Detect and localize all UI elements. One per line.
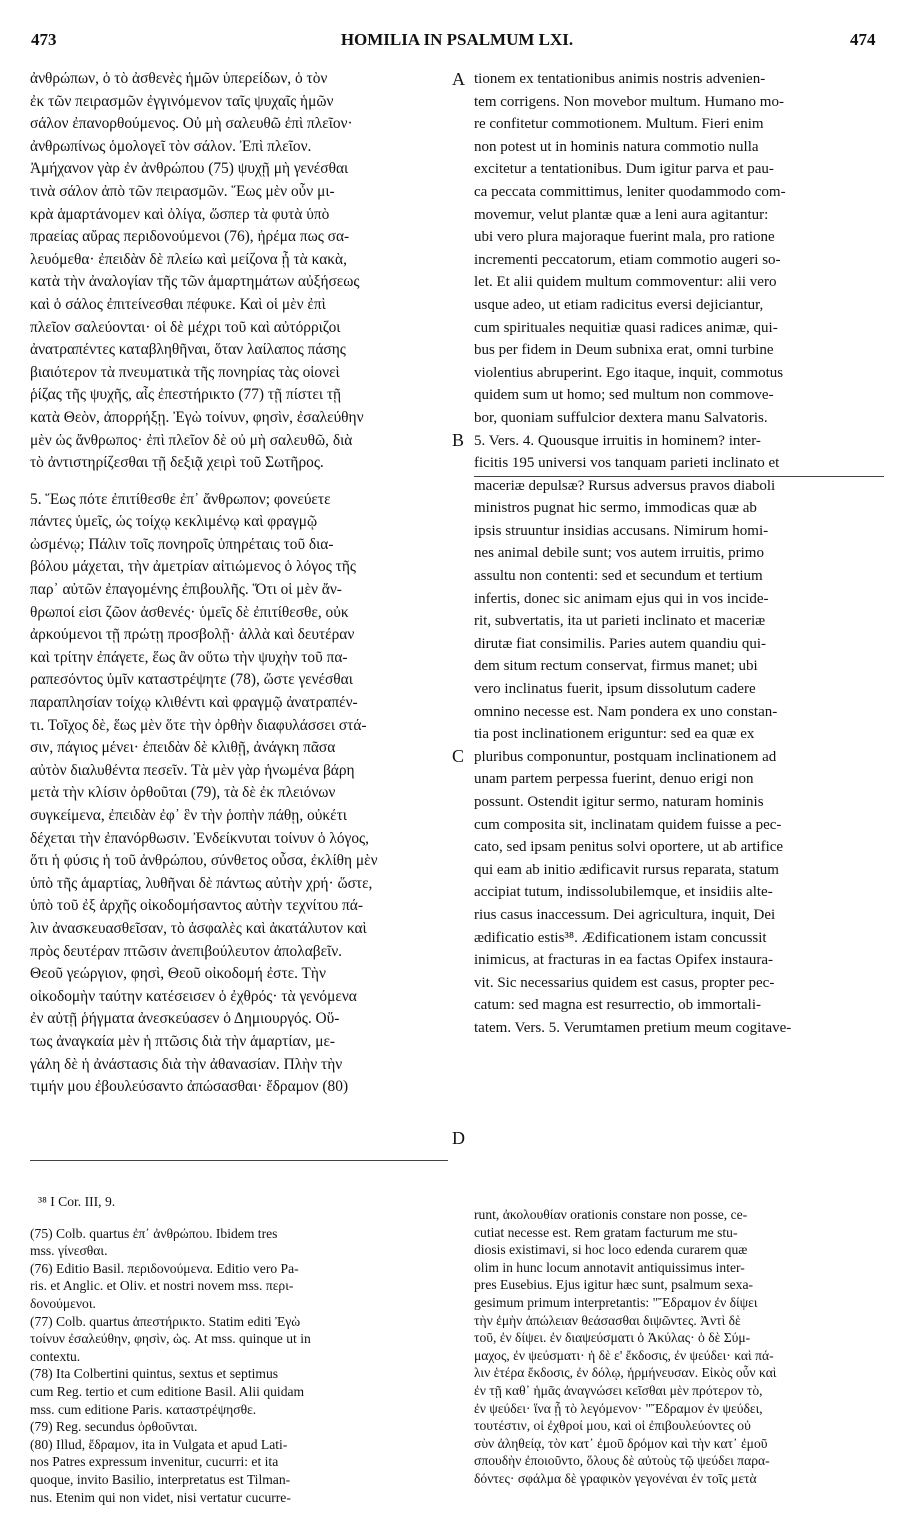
- footnote-line: (79) Reg. secundus ὀρθοῦνται.: [30, 1419, 198, 1435]
- footnote-line: (75) Colb. quartus ἐπ᾽ ἀνθρώπου. Ibidem tres: [30, 1225, 278, 1241]
- text-line: λιν ἀνασκευασθεῖσαν, τὸ ἀσφαλὲς καὶ ἀκατάλυτον καὶ: [30, 919, 367, 937]
- text-line: μὲν ὡς ἄνθρωπος· ἐπὶ πλεῖον δὲ οὐ μὴ σαλευθῶ, διὰ: [30, 431, 353, 449]
- footnote-line: δονούμενοι.: [30, 1295, 96, 1311]
- text-line: κρὰ ἁμαρτάνομεν καὶ ὀλίγα, ὥσπερ τὰ φυτὰ ὑπὸ: [30, 205, 330, 223]
- text-line: Θεοῦ γεώργιον, φησὶ, Θεοῦ οἰκοδομή ἐστε. Τὴν: [30, 965, 326, 983]
- text-line: rit, subvertatis, ita ut parieti inclinato et maceriæ: [474, 613, 766, 630]
- footnote-line: δόντες· σφάλμα δὲ γραφικὸν γεγονέναι ἐν τοῖς μετὰ: [474, 1470, 757, 1486]
- text-line: bor, quoniam suffulcior dextera manu Salvatoris.: [474, 409, 768, 426]
- text-line: τιμήν μου ἐβουλεύσαντο ἀπώσασθαι· ἔδραμον (80): [30, 1078, 349, 1096]
- text-line: ca peccata committimus, leniter quodammodo com-: [474, 183, 786, 200]
- text-line: maceriæ depulsæ? Rursus adversus pravos diaboli: [474, 477, 776, 494]
- text-line: ficitis 195 universi vos tanquam parieti inclinato et: [474, 455, 780, 472]
- footnote-line: diosis existimavi, si hoc loco edenda curarem quæ: [474, 1242, 748, 1258]
- text-line: παραπλησίαν τοίχῳ κλιθέντι καὶ φραγμῷ ἀνατραπέν-: [30, 694, 358, 712]
- footnote-line: mss. γίνεσθαι.: [30, 1243, 108, 1259]
- text-line: quidem sum ut homo; sed multum non commove-: [474, 387, 774, 404]
- text-line: accipiat tutum, indissolubilemque, et insidiis alte-: [474, 884, 773, 901]
- text-line: ἐκ τῶν πειρασμῶν ἐγγινόμενον ταῖς ψυχαῖς ἡμῶν: [30, 92, 334, 110]
- footnote-line: gesimum primum interpretantis: "Ἔδραμον ἐν δίψει: [474, 1294, 758, 1310]
- text-line: οἰκοδομὴν ταύτην κατέσεισεν ὁ ἐχθρός· τὰ γενόμενα: [30, 987, 357, 1005]
- text-line: dirutæ fiat consimilis. Paries autem quandiu qui-: [474, 635, 767, 652]
- text-line: τι. Τοῖχος δὲ, ἕως μὲν ὅτε τὴν ὀρθὴν διαφυλάσσει στά-: [30, 716, 367, 734]
- latin-text-column: [474, 68, 884, 1040]
- text-line: ραπεσόντος ὑμῖν καταστρέψητε (78), ὥστε γενέσθαι: [30, 671, 353, 689]
- footnote-line: runt, ἀκολουθίαν orationis constare non posse, ce-: [474, 1207, 748, 1222]
- text-line: τινὰ σάλον ἀπὸ τῶν πειρασμῶν. Ἕως μὲν οὖν μι-: [30, 182, 335, 200]
- text-line: bus per fidem in Deum subnixa erat, omni turbine: [474, 342, 774, 359]
- text-line: nes animal debile sunt; vos autem irruitis, primo: [474, 545, 764, 562]
- text-line: possunt. Ostendit igitur sermo, naturam hominis: [474, 794, 764, 810]
- footnote-line: cum Reg. tertio et cum editione Basil. Alii quidam: [30, 1383, 305, 1399]
- text-line: infertis, donec sic animam ejus qui in vos incide-: [474, 590, 769, 607]
- footnote-line: (78) Ita Colbertini quintus, sextus et septimus: [30, 1366, 279, 1382]
- footnote-line: σὺν ἀληθείᾳ, τὸν κατ᾽ ἐμοῦ δρόμον καὶ τὴν κατ᾽ ἐμοῦ: [474, 1435, 768, 1451]
- text-line: catum: sed magna est resurrectio, ob immortali-: [474, 997, 761, 1014]
- footnote-line: pres Eusebius. Ejus igitur hæc sunt, psalmum sexa-: [474, 1277, 754, 1293]
- text-line: cato, sed ipsam penitus solvi oportere, ut ab artifice: [474, 839, 784, 856]
- text-line: πάντες ὑμεῖς, ὡς τοίχῳ κεκλιμένῳ καὶ φραγμῷ: [30, 513, 318, 531]
- running-title: HOMILIA IN PSALMUM LXI.: [340, 30, 574, 49]
- text-line: κατὰ Θεὸν, ἀπορρήξῃ. Ἐγὼ τοίνυν, φησὶν, ἐσαλεύθην: [30, 408, 364, 426]
- text-line: ἀνθρωπίνως ὁμολογεῖ τὸν σάλον. Ἐπὶ πλεῖον.: [30, 137, 312, 155]
- text-line: ipsis struuntur insidias accusans. Nimirum homi-: [474, 522, 769, 539]
- footnote-line: (80) Illud, ἔδραμον, ita in Vulgata et apud Lati-: [30, 1436, 288, 1452]
- text-line: vero inclinatus fuerit, ipsum dissolutum cadere: [474, 681, 756, 698]
- text-line: λευόμεθα· ἐπειδὰν δὲ πλείω καὶ μείζονα ᾖ τὰ κακὰ,: [30, 250, 347, 268]
- text-line: συγκείμενα, ἐπειδὰν ἐφ᾽ ἓν τὴν ῥοπὴν πάθῃ, οὐκέτι: [30, 807, 347, 824]
- margin-marker-c: C: [452, 746, 465, 766]
- footnote-line: τὴν ἐμὴν ἀπώλειαν θεάσασθαι διψῶντες. Ἀντὶ δὲ: [474, 1312, 741, 1328]
- text-line: σάλον ἐπανορθούμενος. Οὐ μὴ σαλευθῶ ἐπὶ πλεῖον·: [30, 115, 353, 133]
- text-line: cum spirituales nequitiæ quasi radices animæ, qui-: [474, 319, 778, 336]
- text-line: re confitetur commotionem. Multum. Fieri enim: [474, 116, 764, 133]
- page-number-right: 474: [850, 30, 876, 49]
- footnote-line: (77) Colb. quartus ἀπεστήρικτο. Statim editi Ἐγὼ: [30, 1313, 301, 1329]
- text-line: violentius abruperint. Ego itaque, inquit, commotus: [474, 364, 784, 381]
- text-line: τως ἀναγκαία μὲν ἡ πτῶσις διὰ τὴν ἁμαρτίαν, με-: [30, 1032, 336, 1050]
- section-rule-right: [474, 476, 884, 477]
- footnote-line: cutiat necesse est. Rem gratam facturum me stu-: [474, 1224, 738, 1240]
- text-line: ἐν αὐτῇ ῥήγματα ἀνεσκεύασεν ὁ Δημιουργός. Οὕ-: [30, 1010, 340, 1028]
- text-line: excitetur a tentationibus. Dum igitur parva et pau-: [474, 161, 774, 178]
- text-line: 5. Ἕως πότε ἐπιτίθεσθε ἐπ᾽ ἄνθρωπον; φονεύετε: [30, 490, 331, 508]
- text-line: ὑπὸ τοῦ ἐξ ἀρχῆς οἰκοδομήσαντος αὐτὴν τεχνίτου πά-: [30, 897, 363, 915]
- margin-marker-b: B: [452, 430, 465, 450]
- text-line: πρὸς δευτέραν πτῶσιν ἀνεπιβούλευτον ἀπολαβεῖν.: [30, 942, 343, 960]
- footnote-line: nus. Etenim qui non videt, nisi vertatur cucurre-: [30, 1489, 291, 1505]
- margin-marker-d: D: [452, 1128, 465, 1148]
- text-line: πλεῖον σαλεύονται· οἱ δὲ μέχρι τοῦ καὶ αὐτόρριζοι: [30, 318, 341, 336]
- text-line: ἀνθρώπων, ὁ τὸ ἀσθενὲς ἡμῶν ὑπερείδων, ὁ τὸν: [30, 70, 328, 87]
- footnote-line: τουτέστιν, οἱ ἐχθροί μου, καὶ οἱ ἐπιβουλεύοντες οὐ: [474, 1418, 751, 1434]
- greek-text-column: [30, 68, 448, 1099]
- text-line: tia post inclinationem eriguntur: sed ea quæ ex: [474, 726, 755, 743]
- footnote-line: contextu.: [30, 1348, 81, 1364]
- text-line: omnino necesse est. Nam pondera ex uno constan-: [474, 703, 778, 720]
- text-line: ubi vero plura majoraque fuerint mala, pro ratione: [474, 229, 775, 246]
- text-line: ῥίζας τῆς ψυχῆς, αἷς ἐπεστήρικτο (77) τῇ πίστει τῇ: [30, 386, 342, 404]
- text-line: τὸ ἀντιστηρίζεσθαι τῇ δεξιᾷ χειρὶ τοῦ Σωτῆρος.: [30, 454, 324, 472]
- text-line: assultu non contenti: sed et secundum et tertium: [474, 568, 763, 585]
- text-line: movemur, velut plantæ quæ a leni aura agitantur:: [474, 206, 769, 223]
- footnote-line: ἐν τῇ καθ᾽ ἡμᾶς ἀναγνώσει κεῖσθαι μὲν πρότερον τὸ,: [474, 1382, 763, 1398]
- text-line: tionem ex tentationibus animis nostris advenien-: [474, 71, 766, 87]
- text-line: ministros pugnat hic sermo, immodicas quæ ab: [474, 500, 757, 517]
- text-line: vit. Sic necessarius quidem est casus, propter pec-: [474, 974, 775, 991]
- footnote-line: τοῦ, ἐν δίψει. ἐν διαψεύσματι ὁ Ἀκύλας· ὁ δὲ Σύμ-: [474, 1330, 751, 1346]
- footnote-line: τοίνυν ἐσαλεύθην, φησὶν, ὡς. At mss. quinque ut in: [30, 1331, 311, 1347]
- text-line: Ἀμήχανον γὰρ ἐν ἀνθρώπου (75) ψυχῇ μὴ γενέσθαι: [30, 160, 349, 178]
- text-line: κατὰ τὴν ἀναλογίαν τῆς τῶν ἁμαρτημάτων αὐξήσεως: [30, 273, 360, 291]
- footnote-line: λιν ἑτέρα ἔκδοσις, ἐν δόλῳ, ἡρμήνευσαν. Εἰκὸς οὖν καὶ: [474, 1365, 777, 1381]
- footnote-line: ³⁸ I Cor. III, 9.: [38, 1194, 116, 1209]
- text-line: μετὰ τὴν κλίσιν ὀρθοῦται (79), τὰ δὲ ἐκ πλειόνων: [30, 784, 336, 802]
- footnote-rule-left: [30, 1160, 448, 1161]
- footnote-line: mss. cum editione Paris. καταστρέψησθε.: [30, 1401, 257, 1417]
- text-line: unam partem perpessa fuerint, denuo erigi non: [474, 771, 754, 788]
- text-line: incrementi peccatorum, etiam commotio augeri so-: [474, 251, 781, 268]
- footnote-line: σπουδὴν ἐποιοῦντο, ὅλους δὲ αὐτοὺς τῷ ψεύδει παρα-: [474, 1453, 770, 1469]
- text-line: πραείας αὔρας περιδονούμενοι (76), ἠρέμα πως σα-: [30, 228, 350, 246]
- text-line: βόλου μάχεται, τὴν ἀμετρίαν αἰτιώμενος ὁ λόγος τῆς: [30, 558, 356, 576]
- text-line: pluribus componuntur, postquam inclinationem ad: [474, 748, 777, 765]
- text-line: σιν, πάγιος μένει· ἐπειδὰν δὲ κλιθῇ, ἀνάγκη πᾶσα: [30, 739, 336, 757]
- margin-marker-a: A: [452, 69, 465, 89]
- text-line: 5. Vers. 4. Quousque irruitis in hominem? inter-: [474, 432, 761, 449]
- text-line: dem situm rectum conservat, firmus manet; ubi: [474, 658, 758, 675]
- footnote-line: quoque, invito Basilio, interpretatus est Tilman-: [30, 1471, 291, 1487]
- text-line: θρωποί εἰσι ζῶον ἀσθενές· ὑμεῖς δὲ ἐπιτίθεσθε, οὐκ: [30, 603, 349, 621]
- text-line: tatem. Vers. 5. Verumtamen pretium meum cogitave-: [474, 1019, 792, 1036]
- footnote-line: ἐν ψεύδει· ἵνα ᾖ τὸ λεγόμενον· "Ἔδραμον ἐν ψεύδει,: [474, 1400, 763, 1416]
- text-line: ὅτι ἡ φύσις ἡ τοῦ ἀνθρώπου, σύνθετος οὖσα, ἐκλίθη μὲν: [30, 852, 378, 870]
- text-line: non potest ut in hominis natura commotio nulla: [474, 138, 759, 155]
- text-line: inimicus, at fracturas in ea factas Opifex instaura-: [474, 952, 774, 969]
- text-line: rius casus inaccessum. Dei agricultura, inquit, Dei: [474, 906, 776, 923]
- footnote-line: μαχος, ἐν ψεύσματι· ἡ δὲ ε' ἔκδοσις, ἐν ψεύδει· καὶ πά-: [474, 1347, 774, 1363]
- text-line: tem corrigens. Non movebor multum. Humano mo-: [474, 93, 784, 110]
- text-line: qui eam ab initio ædificavit rursus reparata, statum: [474, 861, 779, 878]
- text-line: ædificatio estis³⁸. Ædificationem istam concussit: [474, 929, 767, 946]
- text-line: ὑπὸ τῆς ἁμαρτίας, λυθῆναι δὲ πάντως αὐτὴν χρή· ὥστε,: [30, 874, 373, 892]
- footnote-line: nos Patres expressum invenitur, cucurri: et ita: [30, 1454, 279, 1470]
- footnotes-right: [474, 1206, 884, 1488]
- text-line: ἀνατραπέντες καταβληθῆναι, ὅταν λαίλαπος πάσης: [30, 341, 346, 359]
- footnotes-left: [30, 1193, 448, 1506]
- text-line: παρ᾽ αὐτῶν ἐπαγομένης ἐπιβουλῆς. Ὅτι οἱ μὲν ἄν-: [30, 581, 342, 599]
- text-line: let. Et alii quidem multum commoventur: alii vero: [474, 274, 777, 291]
- page-number-left: 473: [31, 30, 57, 49]
- text-line: ὠσμένῳ; Πάλιν τοῖς πονηροῖς ὑπηρέταις τοῦ δια-: [30, 535, 334, 553]
- text-line: βιαιότερον τὰ πνευματικὰ τῆς πονηρίας τὰς οἱονεὶ: [30, 363, 340, 381]
- text-line: δέχεται τὴν ἐπανόρθωσιν. Ἐνδείκνυται τοίνυν ὁ λόγος,: [30, 829, 369, 847]
- text-line: cum composita sit, inclinatam quidem fuisse a pec-: [474, 816, 782, 833]
- text-line: καὶ τρίτην ἐπάγετε, ἕως ἂν οὕτω τὴν ψυχὴν τοῦ πα-: [30, 648, 348, 666]
- text-line: usque adeo, ut etiam radicitus eversi dejiciantur,: [474, 296, 764, 313]
- footnote-line: (76) Editio Basil. περιδονούμενα. Editio vero Pa-: [30, 1260, 299, 1276]
- text-line: αὐτὸν διαλυθέντα πεσεῖν. Τὰ μὲν γὰρ ἡνωμένα βάρη: [30, 761, 355, 779]
- text-line: καὶ ὁ σάλος ἐπιτείνεσθαι πέφυκε. Καὶ οἱ μὲν ἐπὶ: [30, 295, 326, 313]
- text-line: γάλη δὲ ἡ ἀνάστασις διὰ τὴν ἀθανασίαν. Πλὴν τὴν: [30, 1055, 343, 1073]
- footnote-line: ris. et Anglic. et Oliv. et nostri novem mss. περι-: [30, 1278, 294, 1294]
- footnote-line: olim in hunc locum annotavit antiquissimus inter-: [474, 1259, 745, 1275]
- text-line: ἀρκούμενοι τῇ πρώτῃ προσβολῇ· ἀλλὰ καὶ δευτέραν: [30, 626, 355, 644]
